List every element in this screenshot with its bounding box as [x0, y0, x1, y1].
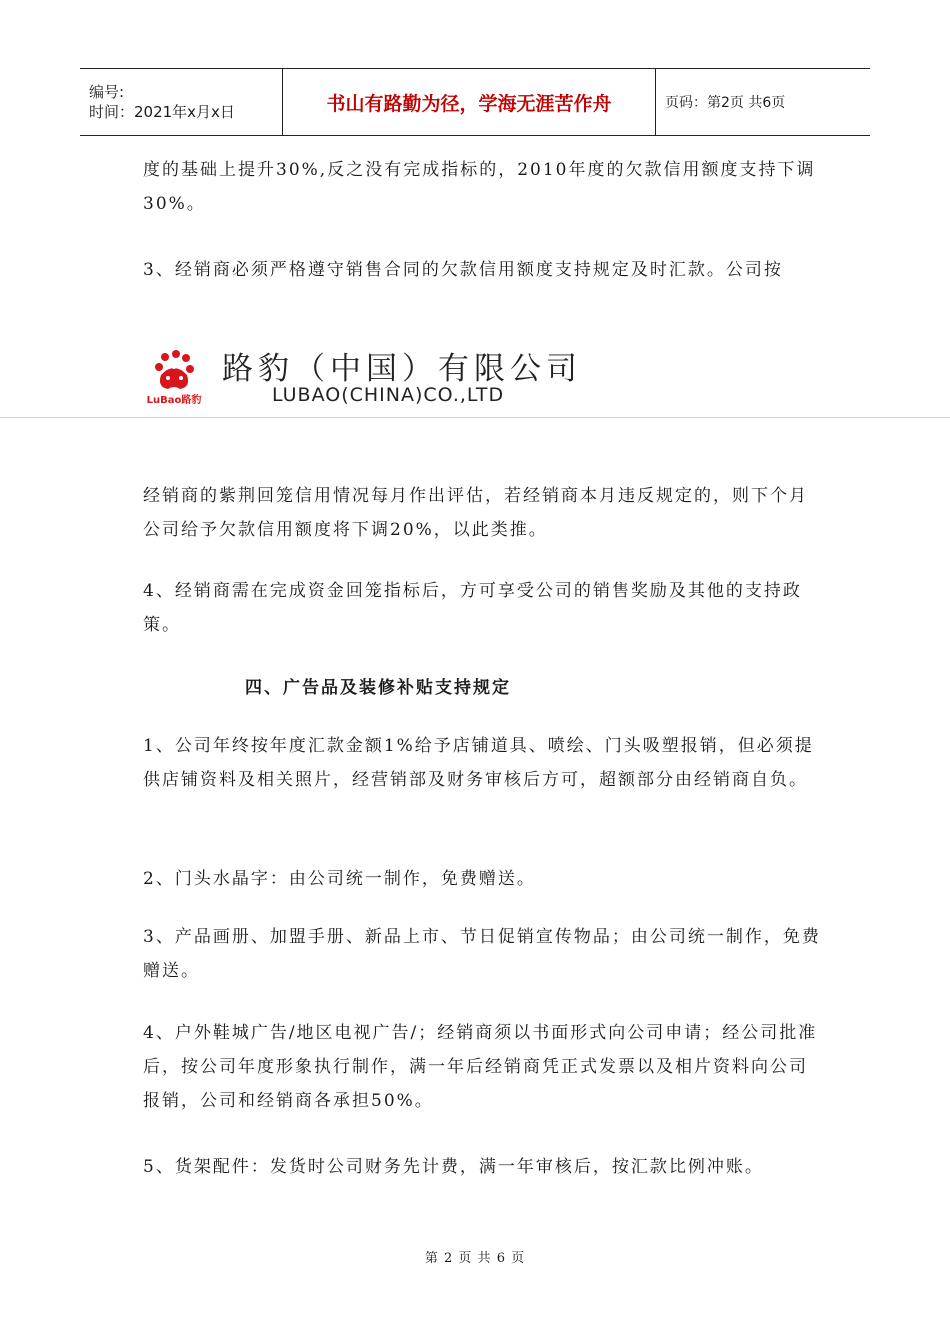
paragraph: 2、门头水晶字：由公司统一制作，免费赠送。 [143, 869, 536, 889]
header-motto [282, 69, 656, 135]
page-header [80, 68, 870, 136]
company-name-en: LUBAO(CHINA)CO.,LTD [272, 384, 505, 406]
number-label: 编号: [89, 83, 125, 101]
header-page [656, 69, 870, 135]
divider [0, 417, 950, 418]
logo-icon-text: LuBao路豹 [146, 395, 202, 405]
page-footer: 第 2 页 共 6 页 [424, 1251, 526, 1266]
company-name-cn: 路豹（中国）有限公司 [222, 351, 582, 387]
lubao-logo-icon [143, 347, 205, 405]
paragraph: 5、货架配件：发货时公司财务先计费，满一年审核后，按汇款比例冲账。 [143, 1157, 764, 1177]
paragraph: 4、户外鞋城广告/地区电视广告/；经销商须以书面形式向公司申请；经公司批准后，按公司年度形象执行制作，满一年后经销商凭正式发票以及相片资料向公司报销，公司和经销商各承担50%。 [143, 1023, 818, 1111]
page-label: 页码：第2页 共6页 [665, 95, 786, 111]
paragraph: 经销商的紫荆回笼信用情况每月作出评估，若经销商本月违反规定的，则下个月公司给予欠款信用额度将下调20%，以此类推。 [143, 486, 808, 540]
paragraph: 1、公司年终按年度汇款金额1%给予店铺道具、喷绘、门头吸塑报销，但必须提供店铺资料及相关照片，经营销部及财务审核后方可，超额部分由经销商自负。 [143, 736, 814, 790]
paragraph: 3、产品画册、加盟手册、新品上市、节日促销宣传物品；由公司统一制作，免费赠送。 [143, 927, 821, 981]
paragraph: 4、经销商需在完成资金回笼指标后，方可享受公司的销售奖励及其他的支持政策。 [143, 581, 802, 635]
paragraph: 度的基础上提升30%,反之没有完成指标的，2010年度的欠款信用额度支持下调30%。 [143, 160, 816, 214]
header-meta [80, 69, 282, 135]
date-label: 时间：2021年x月x日 [89, 103, 235, 121]
paragraph: 3、经销商必须严格遵守销售合同的欠款信用额度支持规定及时汇款。公司按 [143, 260, 783, 280]
motto-text: 书山有路勤为径，学海无涯苦作舟 [326, 92, 612, 115]
section-heading: 四、广告品及装修补贴支持规定 [245, 678, 511, 698]
